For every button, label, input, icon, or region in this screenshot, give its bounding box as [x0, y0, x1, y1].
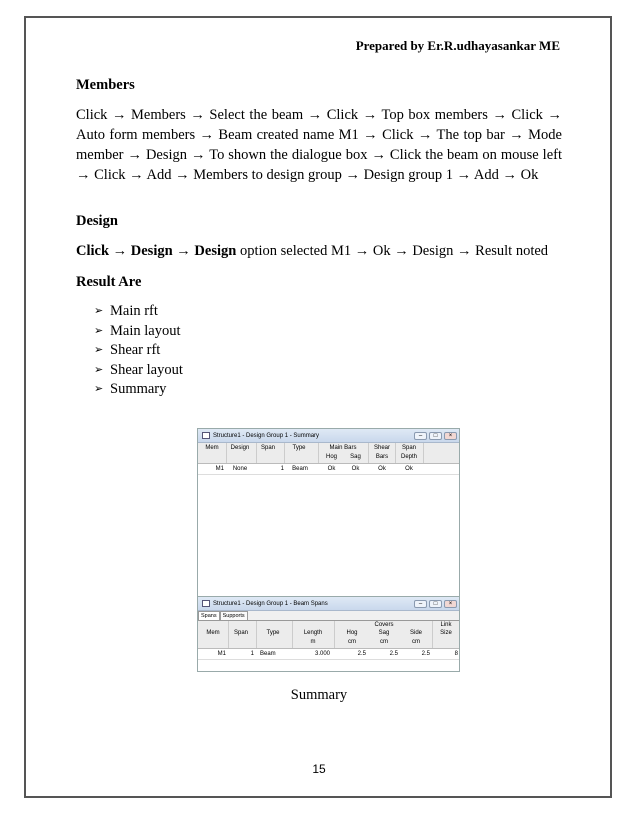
- list-item: ➢ Main layout: [94, 322, 183, 342]
- members-heading: Members: [76, 77, 135, 93]
- tab-supports[interactable]: Supports: [220, 611, 248, 620]
- list-item: ➢ Shear layout: [94, 361, 183, 381]
- arrow-bullet-icon: ➢: [94, 383, 104, 395]
- design-instructions: [76, 241, 562, 261]
- beam-spans-tabs: [198, 611, 459, 621]
- beam-spans-table-header: Mem Span Type Length m Covers Hog cm Sag cm Side cm Link Size: [198, 621, 459, 649]
- arrow-bullet-icon: ➢: [94, 363, 104, 376]
- summary-window-title: Structure1 - Design Group 1 - Summary: [213, 432, 320, 439]
- arrow-bullet-icon: ➢: [94, 324, 104, 337]
- beam-spans-window-screenshot: [197, 596, 460, 672]
- minimize-icon[interactable]: –: [414, 600, 427, 608]
- beam-spans-window-title: Structure1 - Design Group 1 - Beam Spans: [213, 600, 328, 607]
- close-icon[interactable]: ×: [444, 600, 457, 608]
- design-rest-steps: option selected M1 → Ok → Design → Result noted: [236, 243, 549, 259]
- table-row[interactable]: M1 1 Beam 3.000 2.5 2.5 2.5 8: [198, 649, 459, 660]
- close-icon[interactable]: ×: [444, 432, 457, 440]
- summary-window-screenshot: [197, 428, 460, 598]
- list-item: ➢ Shear rft: [94, 341, 183, 361]
- design-bold-steps: Click → Design → Design: [76, 243, 237, 259]
- window-icon: [202, 432, 210, 439]
- tab-spans[interactable]: Spans: [198, 611, 220, 620]
- list-item: ➢ Summary: [94, 380, 183, 400]
- arrow-bullet-icon: ➢: [94, 305, 104, 317]
- members-instructions: Click → Members → Select the beam → Click → Top box members → Click → Auto form members → Beam created name M1 → Click → The top bar → Mode member → Design → To shown the dialogue box → Click the beam on mouse left → Click → Add → Members to design group → Design group 1 → Add → Ok: [76, 107, 562, 183]
- results-heading: Result Are: [76, 274, 142, 290]
- list-item: ➢ Main rft: [94, 302, 183, 322]
- arrow-bullet-icon: ➢: [94, 344, 104, 356]
- page-number: 15: [312, 762, 326, 776]
- design-heading: Design: [76, 213, 118, 229]
- minimize-icon[interactable]: –: [414, 432, 427, 440]
- figure-caption: Summary: [290, 687, 348, 703]
- page-header: Prepared by Er.R.udhayasankar ME: [355, 38, 560, 53]
- window-icon: [202, 600, 210, 607]
- summary-window-titlebar: [198, 429, 459, 443]
- table-row[interactable]: M1 None 1 Beam Ok Ok Ok Ok: [198, 464, 459, 475]
- maximize-icon[interactable]: □: [429, 432, 442, 440]
- summary-table-header: Mem Design Span Type Main Bars Hog Sag Shear Bars Span Depth: [198, 443, 459, 464]
- beam-spans-window-titlebar: [198, 597, 459, 611]
- results-list: [94, 302, 183, 400]
- maximize-icon[interactable]: □: [429, 600, 442, 608]
